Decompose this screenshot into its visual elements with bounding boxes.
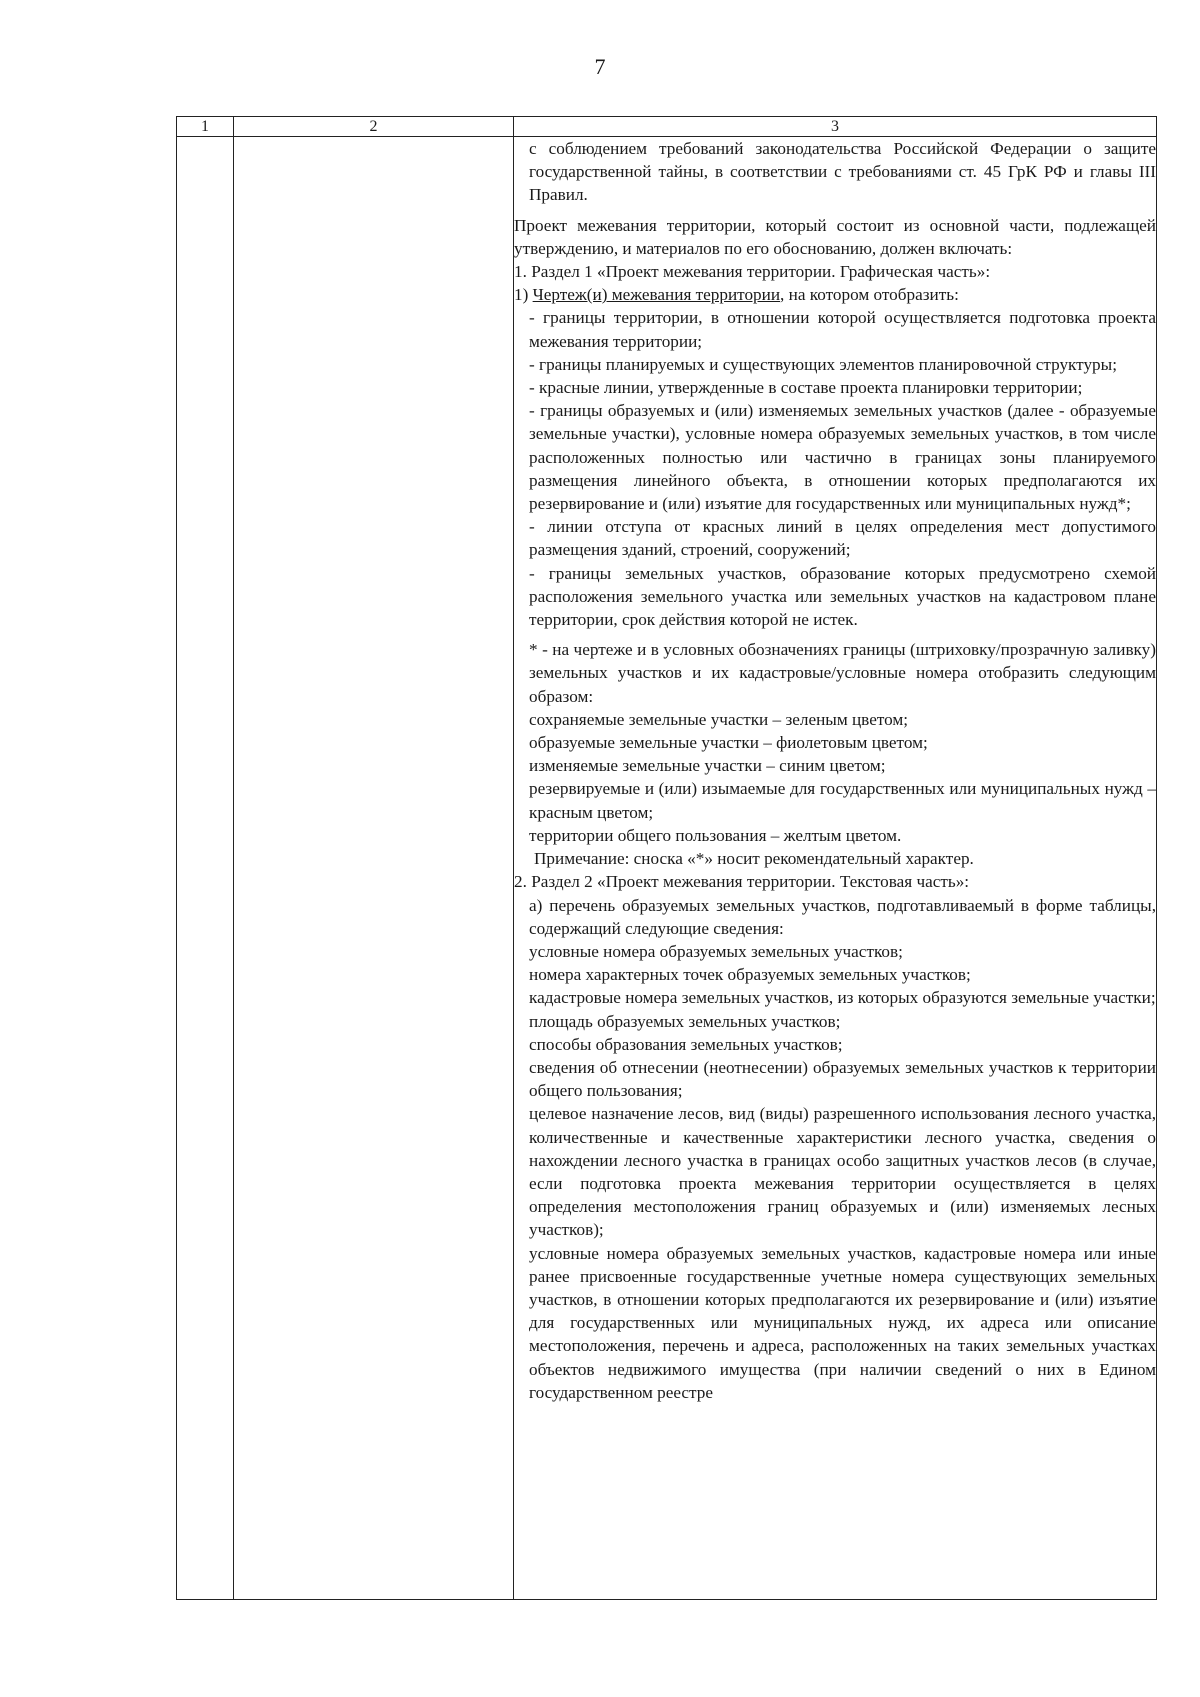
intro-paragraph: с соблюдением требований законодательства Российской Федерации о защите государственной тайны, в соответствии с требованиями ст. 45 ГрК РФ и главы III Правил.: [529, 139, 1156, 205]
item-a-reserved-plots: условные номера образуемых земельных участков, кадастровые номера или иные ранее присвоенные государственные учетные номера существующих земельных участков, в отношении которых предполагаются их резервирование и (или) изъятие для государственных или муниципальных нужд, их адреса или описание местоположения, перечень и адреса, расположенных на таких земельных участках объектов недвижимого имущества (при наличии сведений о них в Едином государственном реестре: [529, 1243, 1156, 1402]
color-violet-line: образуемые земельные участки – фиолетовым цветом;: [529, 733, 928, 753]
bullet-scheme-plots: - границы земельных участков, образование которых предусмотрено схемой расположения земельного участка или земельных участков на кадастровом плане территории, срок действия которой не истек.: [529, 563, 1156, 630]
item-a-cadastral-numbers: кадастровые номера земельных участков, из которых образуются земельные участки;: [529, 988, 1156, 1008]
color-yellow-line: территории общего пользования – желтым цветом.: [529, 825, 902, 845]
page-number: 7: [594, 54, 606, 79]
bullet-territory-boundaries: - границы территории, в отношении которой осуществляется подготовка проекта межевания территории;: [529, 308, 1156, 351]
bullet-planning-elements: - границы планируемых и существующих элементов планировочной структуры;: [529, 354, 1117, 374]
item-a-point-numbers: номера характерных точек образуемых земельных участков;: [529, 965, 971, 985]
bullet-red-lines: - красные линии, утвержденные в составе проекта планировки территории;: [529, 378, 1083, 398]
item-a-list-intro: а) перечень образуемых земельных участков, подготавливаемый в форме таблицы, содержащий следующие сведения:: [529, 895, 1156, 938]
column-header-2: 2: [234, 117, 514, 137]
item-1-number: 1): [514, 285, 533, 305]
bullet-setback-lines: - линии отступа от красных линий в целях определения мест допустимого размещения зданий, строений, сооружений;: [529, 517, 1156, 560]
footnote-paragraph: * - на чертеже и в условных обозначениях границы (штриховку/прозрачную заливку) земельных участков и их кадастровые/условные номера отобразить следующим образом:: [529, 640, 1156, 706]
table-header-row: [177, 117, 1157, 137]
bullet-land-plots: - границы образуемых и (или) изменяемых земельных участков (далее - образуемые земельные участки), условные номера образуемых земельных участков, в том числе расположенных полностью или частично в границах зоны планируемого размещения линейного объекта, в отношении которых предполагаются их резервирование и (или) изъятие для государственных или муниципальных нужд*;: [529, 401, 1156, 514]
item-a-public-territory: сведения об отнесении (неотнесении) образуемых земельных участков к территории общего пользования;: [529, 1057, 1156, 1101]
cell-name: [234, 137, 514, 1600]
section-1-title: 1. Раздел 1 «Проект межевания территории. Графическая часть»:: [514, 262, 991, 282]
column-header-1: 1: [177, 117, 234, 137]
item-1-rest: , на котором отобразить:: [780, 285, 959, 305]
item-a-forest-purpose: целевое назначение лесов, вид (виды) разрешенного использования лесного участка, количественные и качественные характеристики лесного участка, сведения о нахождении лесного участка в границах особо защитных участков лесов (в случае, если подготовка проекта межевания территории осуществляется в целях определения местоположения границ образуемых и (или) изменяемых лесных участков);: [529, 1104, 1156, 1240]
table-row: [177, 137, 1157, 1600]
cell-number: [177, 137, 234, 1600]
column-header-3: 3: [514, 117, 1157, 137]
item-a-methods: способы образования земельных участков;: [529, 1034, 843, 1054]
project-paragraph: Проект межевания территории, который состоит из основной части, подлежащей утверждению, и материалов по его обоснованию, должен включать:: [514, 215, 1156, 258]
color-green-line: сохраняемые земельные участки – зеленым цветом;: [529, 709, 909, 729]
note-line: Примечание: сноска «*» носит рекомендательный характер.: [534, 849, 974, 869]
requirements-table: [176, 116, 1157, 1600]
color-blue-line: изменяемые земельные участки – синим цветом;: [529, 756, 886, 776]
color-red-line: резервируемые и (или) изымаемые для государственных или муниципальных нужд – красным цветом;: [529, 779, 1156, 822]
item-a-conditional-numbers: условные номера образуемых земельных участков;: [529, 941, 903, 961]
item-1: [514, 283, 1156, 306]
section-2-title: 2. Раздел 2 «Проект межевания территории. Текстовая часть»:: [514, 872, 970, 892]
item-1-underlined: Чертеж(и) межевания территории: [532, 285, 781, 305]
cell-content: [514, 137, 1157, 1600]
item-a-area: площадь образуемых земельных участков;: [529, 1011, 841, 1031]
